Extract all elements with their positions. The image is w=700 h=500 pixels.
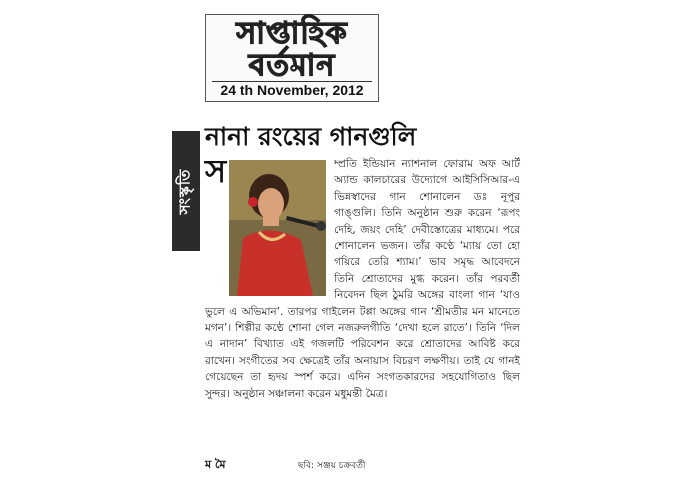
drop-cap: স [205, 152, 227, 190]
section-tag [172, 131, 200, 251]
publication-date: 24 th November, 2012 [212, 81, 372, 98]
masthead-title-line2: বর্তমান [248, 48, 336, 83]
singer-photo [229, 160, 326, 296]
article-headline: নানা রংয়ের গানগুলি [205, 122, 417, 151]
singer-photo-illustration [229, 160, 326, 296]
photo-credit: ছবি: সঞ্জয় চক্রবর্তী [298, 461, 366, 471]
author-byline: ম মৈ [205, 458, 226, 471]
article-text: ম্প্রতি ইন্ডিয়ান ন্যাশনাল ফোরাম অফ আর্ট অ্যান্ড কালচারের উদ্যোগে আইসিসিআর-এ ভিন্নস্বাদের গান শোনালেন ডঃ নূপুর গাঙ্গুলি। তিনি অনুষ্ঠান শুরু করেন ‘রূপং দেহি, জয়ং দেহি’ দেবীস্তোত্রের মাধ্যমে। পরে শোনালেন ভজন। তাঁর কণ্ঠে ‘ম্যায় তো হো গয়িরে তেরি শ্যাম।’ ভাব সমৃদ্ধ আবেদনে তিনি শ্রোতাদের মুগ্ধ করেন। তাঁর পরবর্তী নিবেদন ছিল ঠুমরি অঙ্গের বাংলা গান ‘যাও ভুলে এ অভিমান’. তারপর গাইলেন টপ্পা অঙ্গের গান ‘শ্রীমতীর মন মানেতে মগন’। শিল্পীর কণ্ঠে শোনা গেল নজরুলগীতি ‘দেখা হলে রাতে’। তিনি ‘দিল এ নাদান’ বিখ্যাত এই গজলটি পরিবেশন করে শ্রোতাদের আবিষ্ট করে রাখেন। সংগীতের সব ক্ষেত্রেই তাঁর অনায়াস বিচরণ লক্ষণীয়। তাই যে গানই গেয়েছেন তা হৃদয় স্পর্শ করে। এদিন সংগতকারদের সহযোগিতাও ছিল সুন্দর। অনুষ্ঠান সঞ্চালনা করেন মধুমন্তী মৈত্র। [205, 158, 520, 400]
masthead [205, 14, 379, 102]
masthead-title-line1: সাপ্তাহিক [236, 16, 348, 51]
section-tag-label: সংস্কৃতি [175, 168, 194, 214]
article-body [205, 152, 520, 456]
